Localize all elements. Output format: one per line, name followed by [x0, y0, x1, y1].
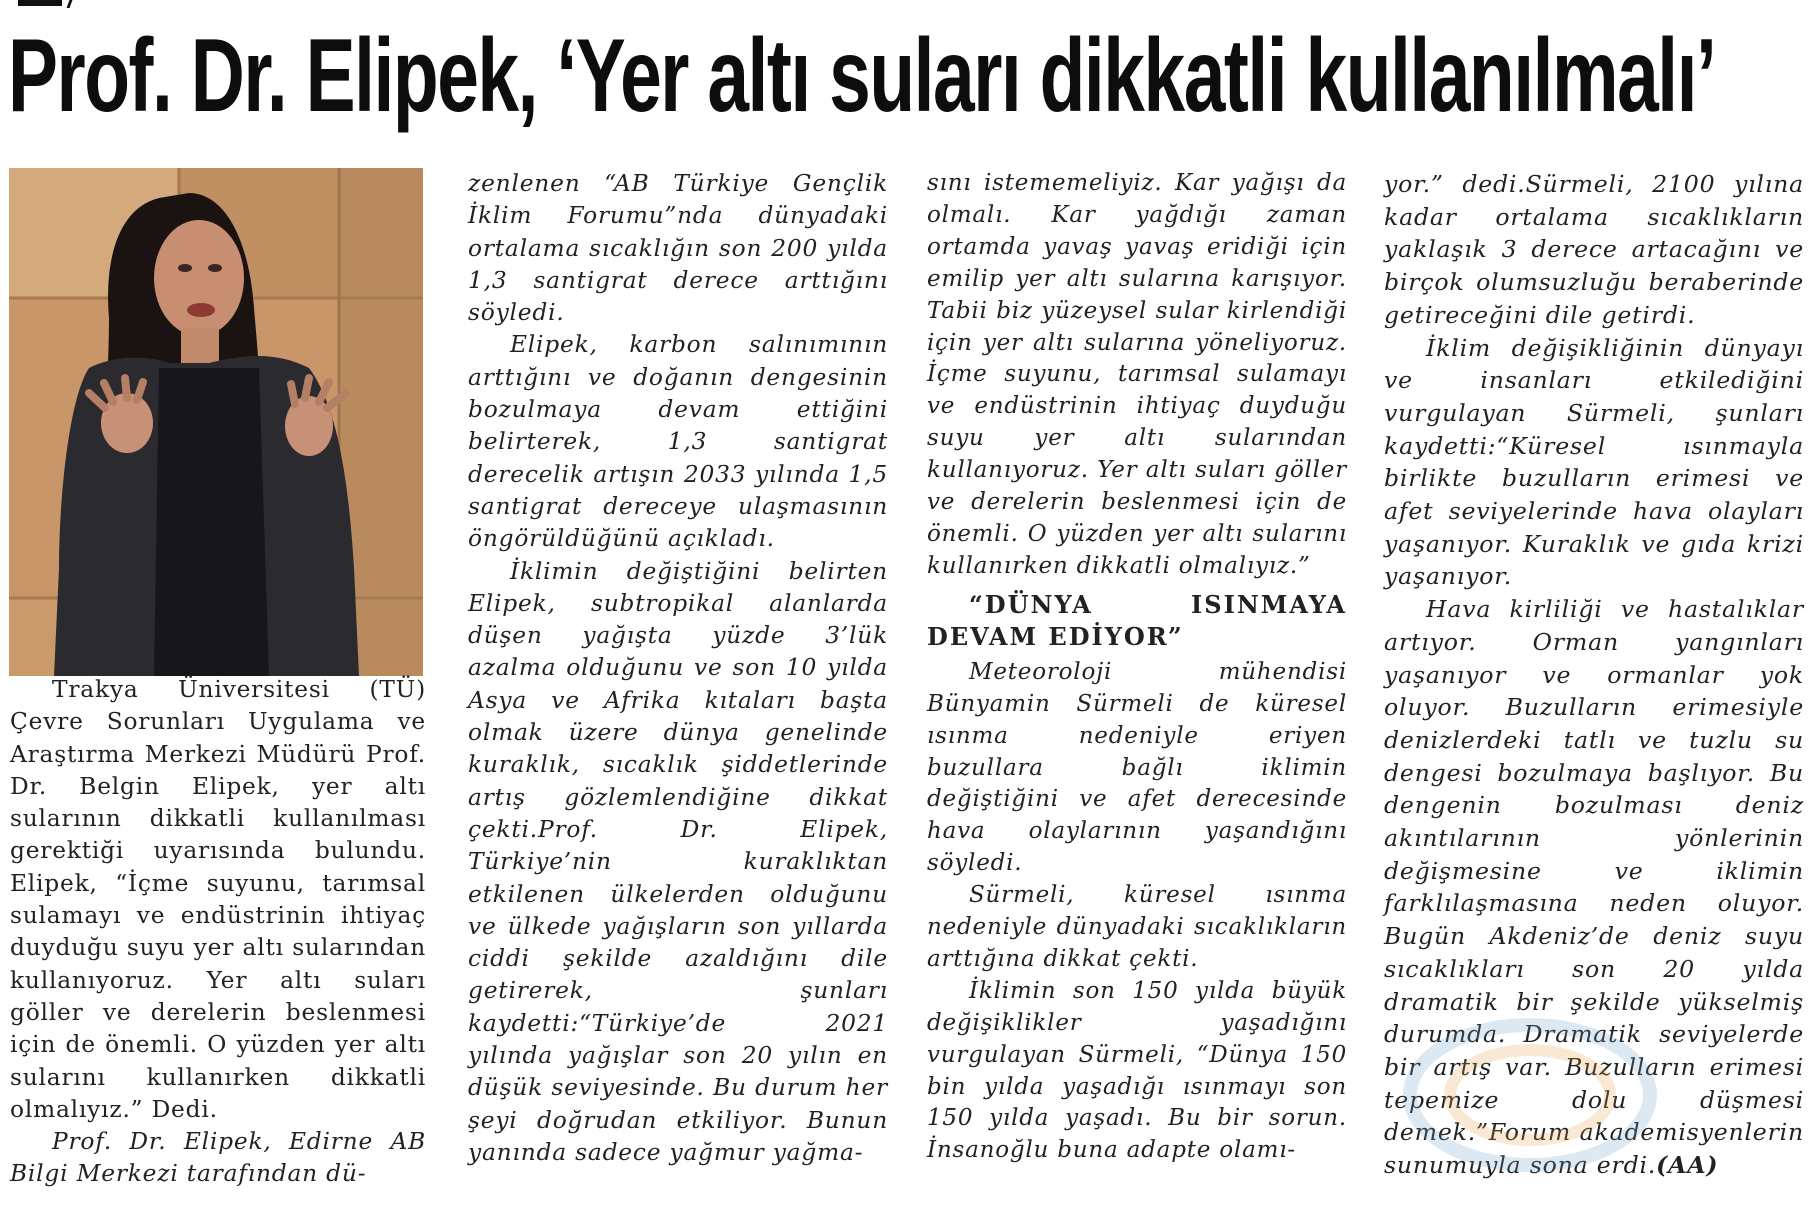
paragraph: sını istememeliyiz. Kar yağışı da olmalı. Kar yağdığı zaman ortamda yavaş yavaş eridiği için emilip yer altı sularına karışıyor. Tabii biz yüzeysel sular kirlendiği için yer altı sularına yöneliyoruz. İçme suyunu, tarımsal sulamayı ve endüstrinin ihtiyaç duyduğu suyu yer altı sularından kullanıyoruz. Yer altı suları göller ve derelerin beslenmesi için de önemli. O yüzden yer altı sularını kullanırken dikkatli olmalıyız.”	[927, 170, 1347, 579]
paragraph: İklimin değiştiğini belirten Elipek, subtropikal alanlarda düşen yağışta yüzde 3’lük azalma olduğunu ve son 10 yılda Asya ve Afrika kıtaları başta olmak üzere dünya genelinde kuraklık, sıcaklık şiddetlerinde artış gözlemlendiğine dikkat çekti.Prof. Dr. Elipek, Türkiye’nin kuraklıktan etkilenen ülkelerden olduğunu ve ülkede yağışların son yıllarda ciddi şekilde azaldığını dile getirerek, şunları kaydetti:“Türkiye’de 2021 yılında yağışlar son 20 yılın en düşük seviyesinde. Bu durum her şeyi doğrudan etkiliyor. Bunun yanında sadece yağmur yağma-	[468, 557, 888, 1166]
section-corner-mark	[18, 0, 78, 6]
paragraph: zenlenen “AB Türkiye Gençlik İklim Forumu”nda dünyadaki ortalama sıcaklığın son 200 yılda 1,3 santigrat derece arttığını söyledi.	[468, 170, 888, 327]
subheading: “DÜNYA ISINMAYA DEVAM EDİYOR”	[927, 589, 1347, 651]
column-3	[927, 168, 1347, 1167]
paragraph: yor.” dedi.Sürmeli, 2100 yılına kadar ortalama sıcaklıkların yaklaşık 3 derece artacağını ve birçok olumsuzluğu beraberinde getireceğini dile getirdi.	[1384, 170, 1804, 329]
source-credit: (AA)	[1656, 1151, 1719, 1180]
paragraph: İklim değişikliğinin dünyayı ve insanları etkilediğini vurgulayan Sürmeli, şunları kaydetti:“Küresel ısınmayla birlikte buzulların erimesi ve afet seviyelerinde hava olayları yaşanıyor. Kuraklık ve gıda krizi yaşanıyor.	[1384, 333, 1804, 591]
paragraph: Hava kirliliği ve hastalıklar artıyor. Orman yangınları yaşanıyor ve ormanlar yok oluyor. Buzulların erimesiyle denizlerdeki tatlı ve tuzlu su dengesi bozulmaya başlıyor. Bu dengenin bozulması deniz akıntılarının yönlerinin değişmesine ve iklimin farklılaşmasına neden oluyor. Bugün Akdeniz’de deniz suyu sıcaklıkları son 20 yılda dramatik bir şekilde yükselmiş durumda. Dramatik seviyelerde bir artış var. Buzulların erimesi tepemize dolu düşmesi demek.”Forum akademisyenlerin sunumuyla sona erdi.(AA)	[1384, 595, 1804, 1180]
photo-caption: Trakya Üniversitesi (TÜ) Çevre Sorunları Uygulama ve Araştırma Merkezi Müdürü Prof. Dr. Belgin Elipek, yer altı sularının dikkatli kullanılması gerektiği uyarısında bulundu. Elipek, “İçme suyunu, tarımsal sulamayı ve endüstrinin ihtiyaç duyduğu suyu yer altı sularından kullanıyoruz. Yer altı suları göller ve derelerin beslenmesi için de önemli. O yüzden yer altı sularını kullanırken dikkatli olmalıyız.” Dedi.	[10, 676, 426, 1123]
paragraph: İklimin son 150 yılda büyük değişiklikler yaşadığını vurgulayan Sürmeli, “Dünya 150 bin yılda yaşadığı ısınmayı son 150 yılda yaşadı. Bu bir sorun. İnsanoğlu buna adapte olamı-	[927, 977, 1347, 1164]
column-1	[10, 674, 426, 1191]
paragraph: Sürmeli, küresel ısınma nedeniyle dünyadaki sıcaklıkların arttığına dikkat çekti.	[927, 882, 1347, 972]
paragraph: Prof. Dr. Elipek, Edirne AB Bilgi Merkezi tarafından dü-	[10, 1128, 426, 1188]
column-4	[1384, 168, 1804, 1182]
speaker-photo	[9, 168, 423, 676]
paragraph: Elipek, karbon salınımının arttığını ve doğanın dengesinin bozulmaya devam ettiğini belirterek, 1,3 santigrat derecelik artışın 2033 yılında 1,5 santigrat dereceye ulaşmasının öngörüldüğünü açıkladı.	[468, 331, 888, 553]
paragraph: Meteoroloji mühendisi Bünyamin Sürmeli de küresel ısınma nedeniyle eriyen buzullara bağlı iklimin değiştiğini ve afet derecesinde hava olaylarının yaşandığını söyledi.	[927, 658, 1347, 877]
column-2	[468, 168, 888, 1169]
headline: Prof. Dr. Elipek, ‘Yer altı suları dikkatli kullanılmalı’	[8, 18, 1716, 134]
